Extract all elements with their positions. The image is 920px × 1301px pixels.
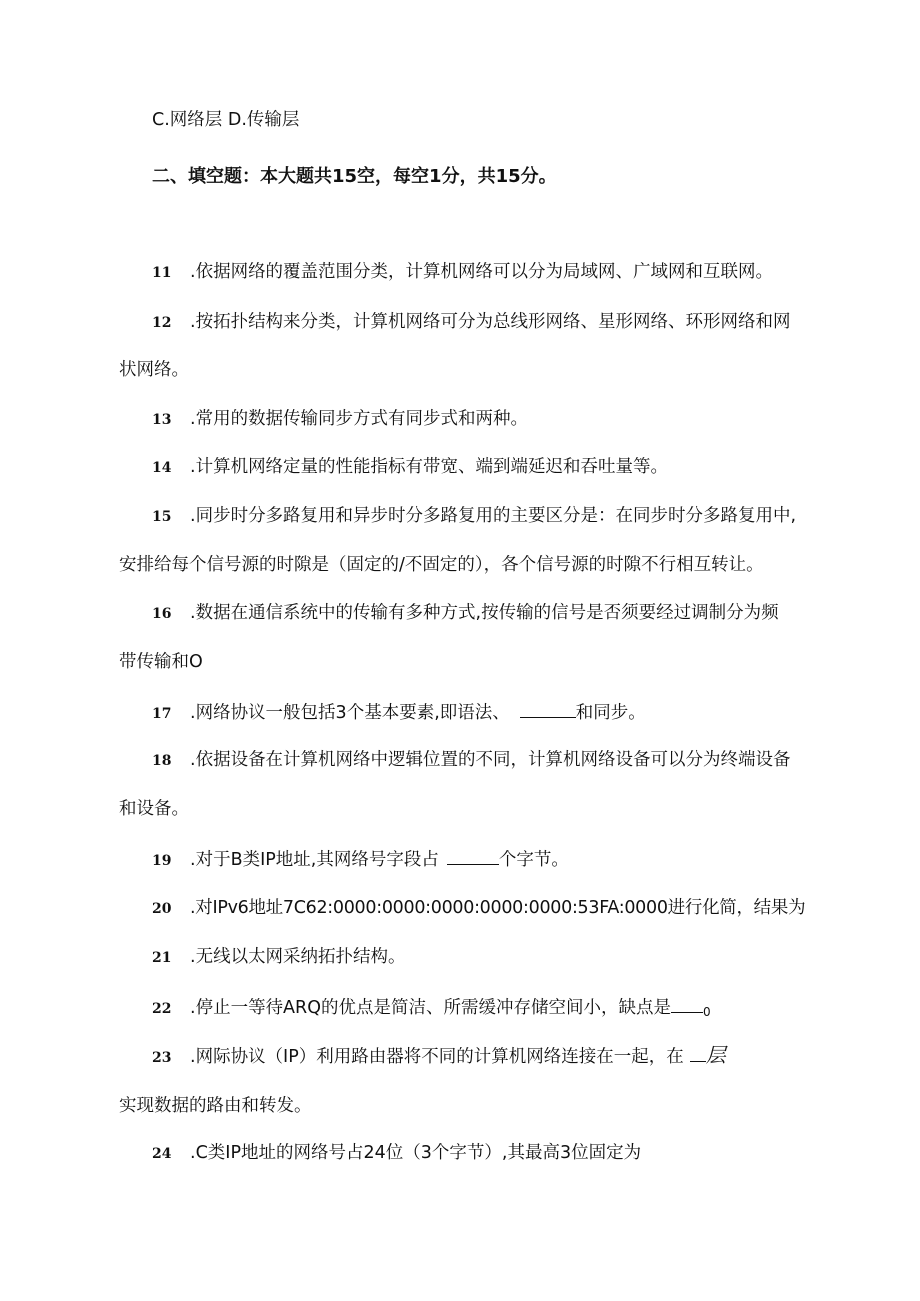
section-heading: 二、填空题：本大题共15空，每空1分，共15分。 [152,166,557,187]
question-number: 13 [152,412,172,428]
answer-blank [520,699,576,718]
question-22 [152,994,711,1024]
question-18 [152,748,791,773]
question-18-continuation: 和设备。 [119,799,189,819]
question-text: .无线以太网采纳拓扑结构。 [190,947,406,967]
question-11 [152,260,773,285]
question-19 [152,846,569,873]
question-text-after: 层 [705,1043,726,1067]
question-number: 11 [152,265,172,281]
question-text: .对于B类IP地址,其网络号字段占 [190,850,439,870]
question-12 [152,310,791,335]
question-number: 19 [152,853,172,869]
question-23-continuation: 实现数据的路由和转发。 [119,1096,312,1116]
question-number: 15 [152,509,172,525]
question-12-continuation: 状网络。 [119,360,189,380]
question-number: 12 [152,315,172,331]
question-number: 24 [152,1146,172,1162]
question-text: .同步时分多路复用和异步时分多路复用的主要区分是：在同步时分多路复用中, [190,506,797,526]
question-number: 23 [152,1050,172,1066]
question-13 [152,407,528,432]
question-15-continuation: 安排给每个信号源的时隙是（固定的/不固定的），各个信号源的时隙不行相互转让。 [119,555,764,575]
question-number: 21 [152,950,172,966]
question-16-continuation: 带传输和O [119,652,203,672]
answer-blank [671,994,703,1013]
question-23 [152,1043,726,1070]
question-text: .对IPv6地址7C62:0000:0000:0000:0000:0000:53FA:0000进行化简，结果为 [190,898,806,918]
question-text: .网络协议一般包括3个基本要素,即语法、 [190,703,510,723]
question-text: .依据网络的覆盖范围分类，计算机网络可以分为局域网、广域网和互联网。 [190,262,774,282]
question-text: .网际协议（IP）利用路由器将不同的计算机网络连接在一起，在 [190,1047,684,1067]
options-line: C.网络层 D.传输层 [152,110,300,130]
question-text: .常用的数据传输同步方式有同步式和两种。 [190,409,529,429]
question-15 [152,504,796,529]
question-number: 17 [152,706,172,722]
question-text-after: 和同步。 [575,703,646,723]
question-text-after: 个字节。 [498,850,569,870]
question-text: .依据设备在计算机网络中逻辑位置的不同，计算机网络设备可以分为终端设备 [190,750,791,770]
question-text: .按拓扑结构来分类，计算机网络可分为总线形网络、星形网络、环形网络和网 [190,312,791,332]
question-text: .停止一等待ARQ的优点是简洁、所需缓冲存储空间小，缺点是 [190,998,671,1018]
answer-blank [690,1043,706,1062]
question-text: .计算机网络定量的性能指标有带宽、端到端延迟和吞吐量等。 [190,457,669,477]
question-16 [152,601,779,626]
question-number: 18 [152,753,172,769]
question-24 [152,1141,641,1166]
question-text-after: 0 [702,1005,711,1019]
question-14 [152,455,668,480]
question-number: 20 [152,901,172,917]
question-text: .数据在通信系统中的传输有多种方式,按传输的信号是否须要经过调制分为频 [190,603,779,623]
question-20 [152,896,805,921]
question-text: .C类IP地址的网络号占24位（3个字节）,其最高3位固定为 [190,1143,642,1163]
question-number: 16 [152,606,172,622]
question-17 [152,699,646,726]
answer-blank [447,846,499,865]
question-number: 14 [152,460,172,476]
question-number: 22 [152,1001,172,1017]
question-21 [152,945,406,970]
